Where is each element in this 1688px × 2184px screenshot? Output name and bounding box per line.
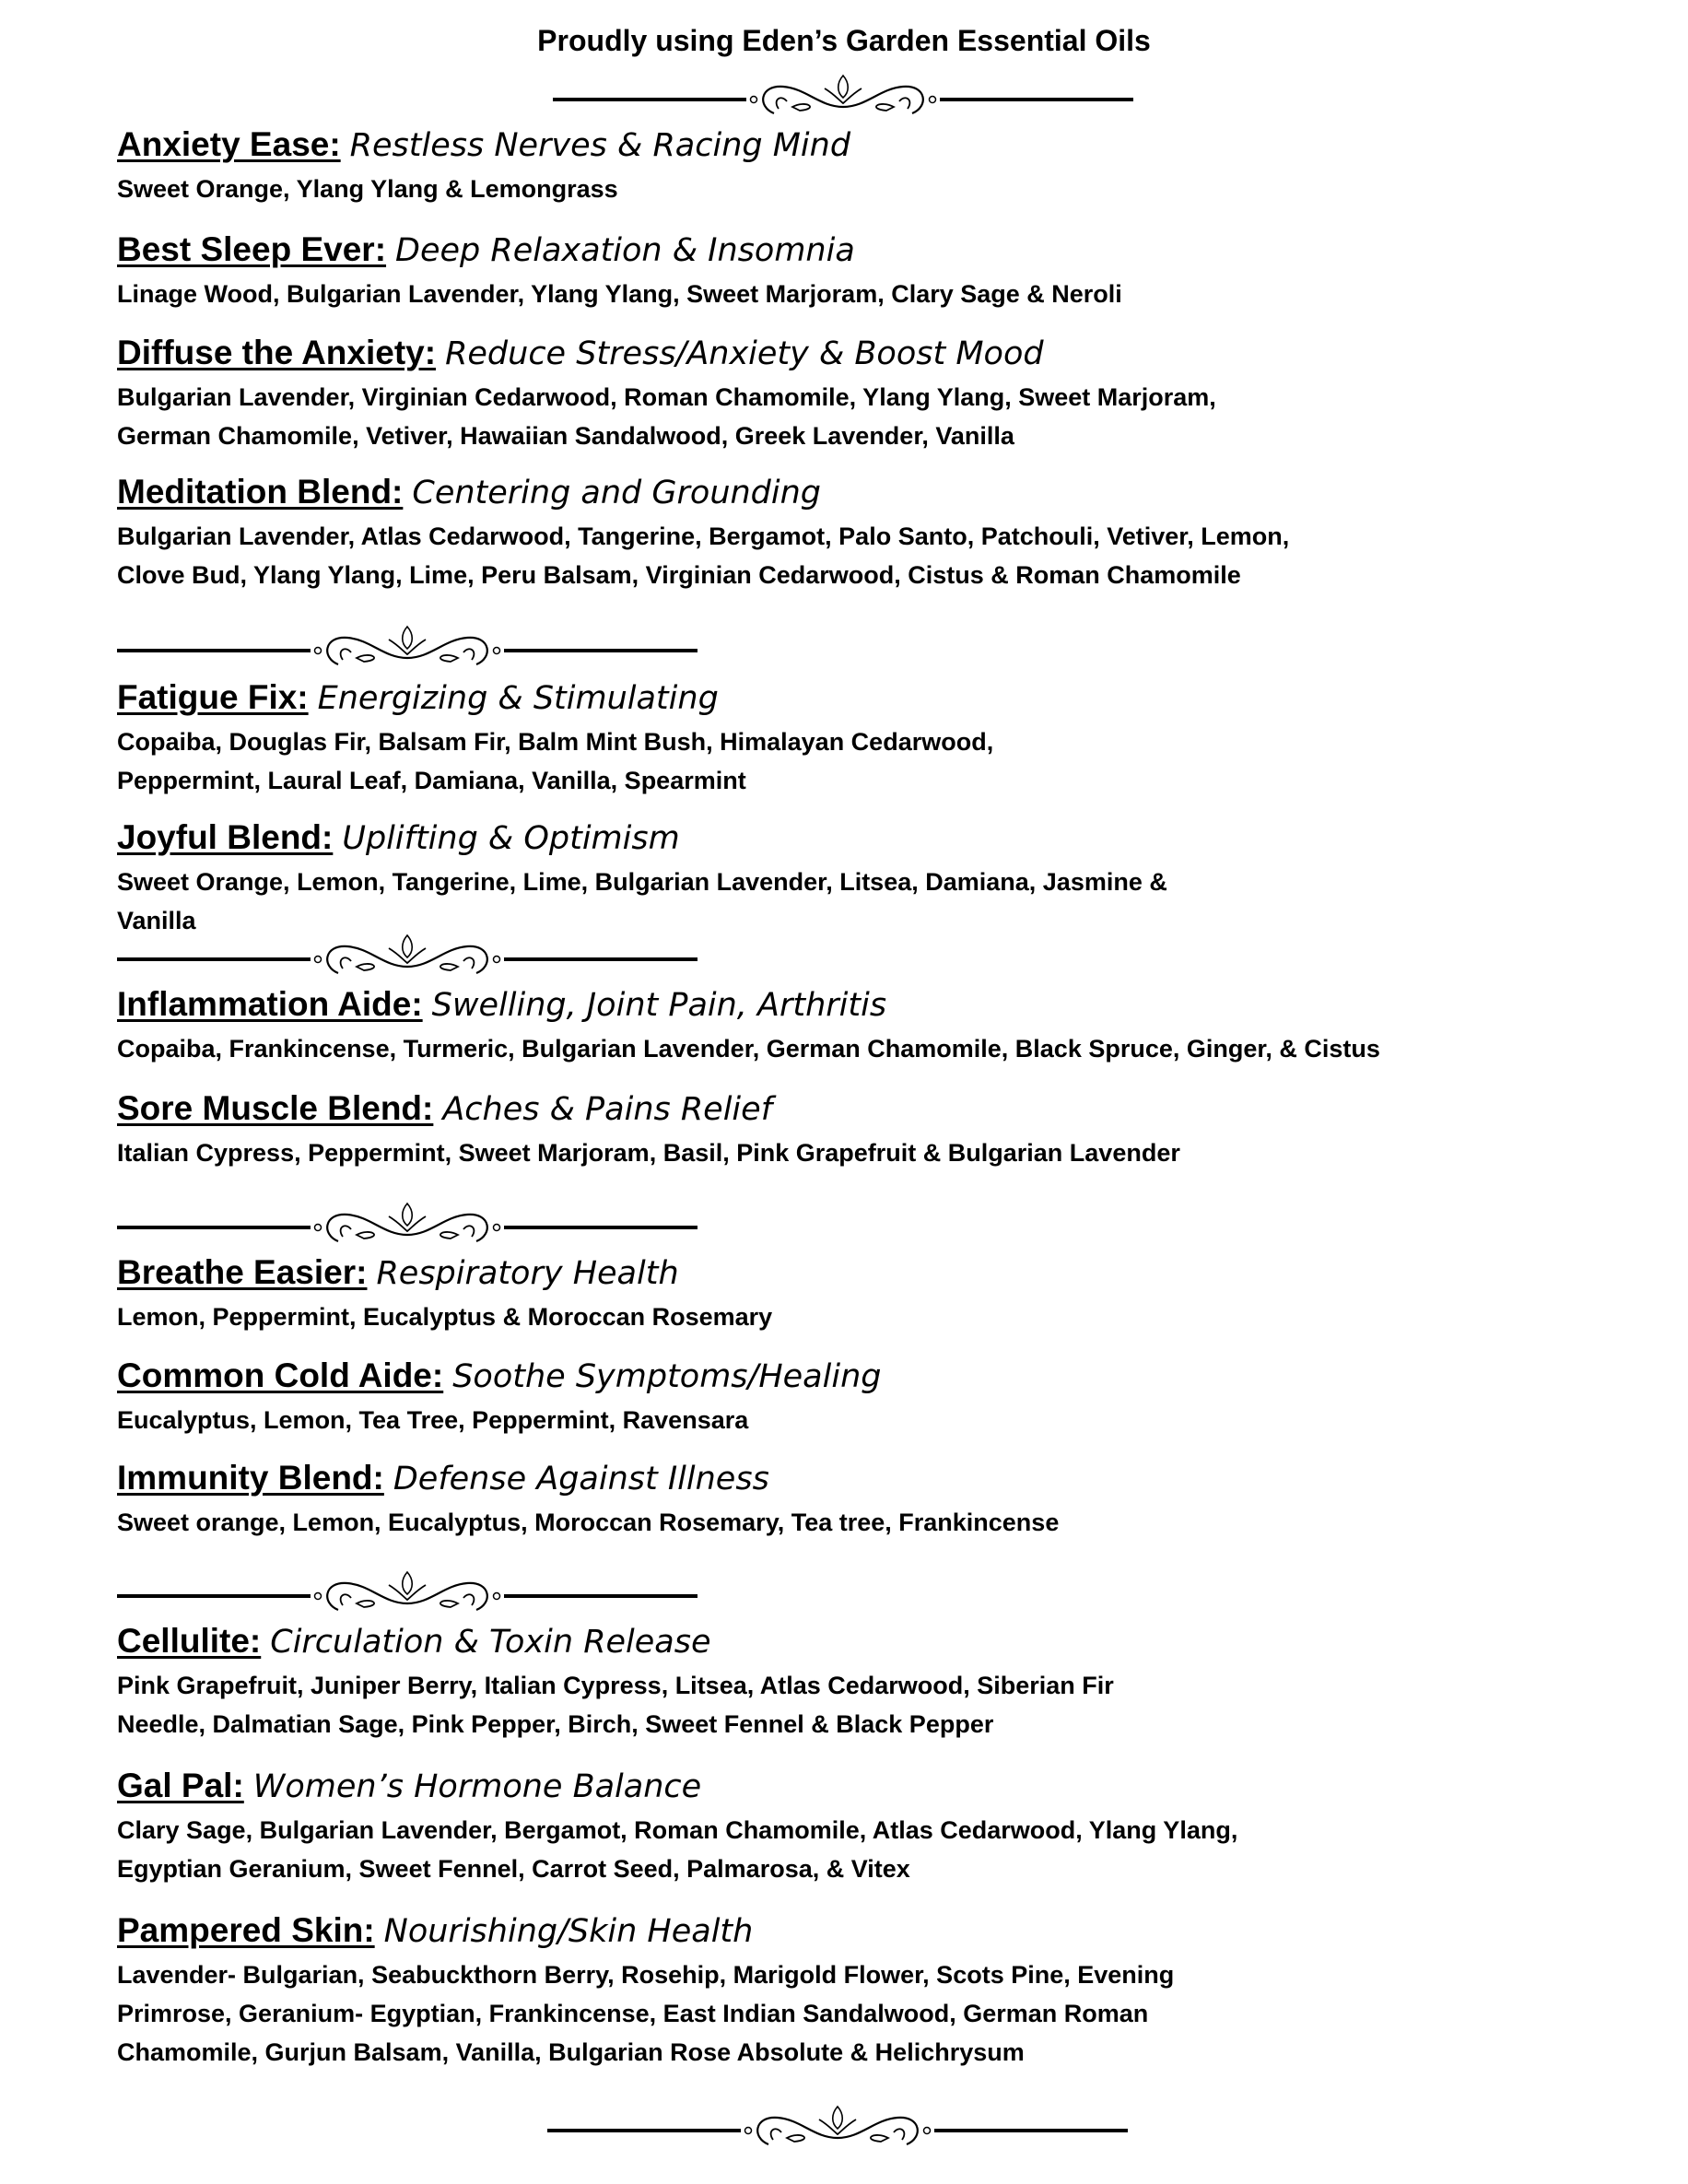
- blend-heading: [117, 1356, 881, 1397]
- blend-name: Breathe Easier:: [117, 1253, 368, 1291]
- blend-section: [117, 1621, 1114, 1744]
- page-title: Proudly using Eden’s Garden Essential Oils: [537, 24, 1151, 57]
- blend-heading: [117, 984, 1380, 1026]
- blend-section: [117, 984, 1380, 1068]
- blend-section: [117, 1356, 881, 1439]
- blend-subtitle: Defense Against Illness: [393, 1461, 769, 1497]
- blend-oils-line: Bulgarian Lavender, Atlas Cedarwood, Tangerine, Bergamot, Palo Santo, Patchouli, Vetiver, Lemon,: [117, 523, 1290, 550]
- blend-oils-line: Chamomile, Gurjun Balsam, Vanilla, Bulgarian Rose Absolute & Helichrysum: [117, 2038, 1025, 2066]
- blend-heading: [117, 229, 1122, 271]
- blend-subtitle: Centering and Grounding: [412, 475, 822, 511]
- blend-oils-line: Bulgarian Lavender, Virginian Cedarwood, Roman Chamomile, Ylang Ylang, Sweet Marjoram,: [117, 383, 1216, 411]
- blend-heading: [117, 677, 993, 719]
- blend-section: [117, 124, 850, 208]
- blend-subtitle: Energizing & Stimulating: [317, 680, 719, 717]
- ornamental-divider: [547, 2103, 1128, 2149]
- ornamental-divider: [117, 1568, 697, 1615]
- blend-oils-line: Lemon, Peppermint, Eucalyptus & Moroccan Rosemary: [117, 1303, 773, 1331]
- ornamental-divider: [117, 623, 697, 669]
- blend-oils-line: German Chamomile, Vetiver, Hawaiian Sandalwood, Greek Lavender, Vanilla: [117, 422, 1014, 450]
- blend-name: Sore Muscle Blend:: [117, 1089, 434, 1127]
- blend-name: Gal Pal:: [117, 1767, 244, 1804]
- blend-subtitle: Respiratory Health: [376, 1255, 679, 1292]
- blend-heading: [117, 1252, 772, 1294]
- blend-oils-line: Copaiba, Douglas Fir, Balsam Fir, Balm Mint Bush, Himalayan Cedarwood,: [117, 728, 994, 756]
- blend-subtitle: Women’s Hormone Balance: [252, 1768, 702, 1805]
- blend-oils-line: Sweet Orange, Ylang Ylang & Lemongrass: [117, 175, 618, 203]
- blend-section: [117, 1766, 1237, 1888]
- blend-name: Anxiety Ease:: [117, 125, 341, 163]
- blend-section: [117, 472, 1289, 594]
- blend-oils-line: Sweet orange, Lemon, Eucalyptus, Moroccan Rosemary, Tea tree, Frankincense: [117, 1509, 1060, 1536]
- blend-heading: [117, 1458, 1059, 1499]
- blend-section: [117, 1458, 1059, 1542]
- blend-oils-line: Linage Wood, Bulgarian Lavender, Ylang Ylang, Sweet Marjoram, Clary Sage & Neroli: [117, 280, 1122, 308]
- blend-section: [117, 1910, 1174, 2072]
- blend-subtitle: Aches & Pains Relief: [442, 1091, 773, 1128]
- blend-name: Fatigue Fix:: [117, 678, 309, 716]
- ornamental-divider: [553, 72, 1133, 118]
- blend-oils-line: Egyptian Geranium, Sweet Fennel, Carrot Seed, Palmarosa, & Vitex: [117, 1855, 910, 1883]
- blend-heading: [117, 472, 1289, 513]
- blend-subtitle: Restless Nerves & Racing Mind: [349, 127, 851, 164]
- blend-name: Meditation Blend:: [117, 473, 404, 511]
- blend-section: [117, 677, 993, 800]
- blend-oils-line: Eucalyptus, Lemon, Tea Tree, Peppermint, Ravensara: [117, 1406, 749, 1434]
- blend-oils-line: Italian Cypress, Peppermint, Sweet Marjoram, Basil, Pink Grapefruit & Bulgarian Lavender: [117, 1139, 1180, 1167]
- blend-heading: [117, 1766, 1237, 1807]
- ornamental-divider: [117, 1200, 697, 1246]
- blend-section: [117, 1088, 1180, 1172]
- blend-name: Immunity Blend:: [117, 1459, 384, 1497]
- blend-subtitle: Uplifting & Optimism: [342, 820, 680, 857]
- blend-subtitle: Swelling, Joint Pain, Arthritis: [431, 987, 887, 1024]
- blend-oils-line: Primrose, Geranium- Egyptian, Frankincense, East Indian Sandalwood, German Roman: [117, 2000, 1149, 2027]
- blend-heading: [117, 1088, 1180, 1130]
- blend-oils-line: Needle, Dalmatian Sage, Pink Pepper, Birch, Sweet Fennel & Black Pepper: [117, 1710, 994, 1738]
- blend-oils-line: Clary Sage, Bulgarian Lavender, Bergamot, Roman Chamomile, Atlas Cedarwood, Ylang Ylang,: [117, 1816, 1238, 1844]
- blend-heading: [117, 817, 1167, 859]
- blend-subtitle: Nourishing/Skin Health: [383, 1913, 754, 1950]
- blend-name: Joyful Blend:: [117, 818, 334, 856]
- blend-name: Best Sleep Ever:: [117, 230, 387, 268]
- blend-oils-line: Peppermint, Laural Leaf, Damiana, Vanilla, Spearmint: [117, 767, 746, 794]
- blend-section: [117, 229, 1122, 313]
- blend-heading: [117, 124, 850, 166]
- blend-name: Pampered Skin:: [117, 1911, 375, 1949]
- blend-subtitle: Soothe Symptoms/Healing: [452, 1358, 882, 1395]
- blend-subtitle: Circulation & Toxin Release: [270, 1624, 711, 1661]
- blend-oils-line: Pink Grapefruit, Juniper Berry, Italian Cypress, Litsea, Atlas Cedarwood, Siberian Fir: [117, 1672, 1114, 1699]
- blend-oils-line: Lavender- Bulgarian, Seabuckthorn Berry, Rosehip, Marigold Flower, Scots Pine, Evening: [117, 1961, 1175, 1989]
- blend-section: [117, 333, 1216, 455]
- blend-section: [117, 817, 1167, 940]
- blend-name: Diffuse the Anxiety:: [117, 334, 437, 371]
- blend-heading: [117, 1621, 1114, 1662]
- blend-oils-line: Sweet Orange, Lemon, Tangerine, Lime, Bulgarian Lavender, Litsea, Damiana, Jasmine &: [117, 868, 1167, 896]
- blend-section: [117, 1252, 772, 1336]
- blend-name: Cellulite:: [117, 1622, 262, 1660]
- blend-heading: [117, 1910, 1174, 1952]
- blend-name: Inflammation Aide:: [117, 985, 423, 1023]
- blend-heading: [117, 333, 1216, 374]
- blend-name: Common Cold Aide:: [117, 1356, 444, 1394]
- blend-oils-line: Vanilla: [117, 907, 196, 934]
- blend-oils-line: Copaiba, Frankincense, Turmeric, Bulgarian Lavender, German Chamomile, Black Spruce, Ginger, & Cistus: [117, 1035, 1380, 1063]
- blend-oils-line: Clove Bud, Ylang Ylang, Lime, Peru Balsam, Virginian Cedarwood, Cistus & Roman Chamomile: [117, 561, 1241, 589]
- blend-subtitle: Deep Relaxation & Insomnia: [395, 232, 855, 269]
- blend-subtitle: Reduce Stress/Anxiety & Boost Mood: [445, 335, 1044, 372]
